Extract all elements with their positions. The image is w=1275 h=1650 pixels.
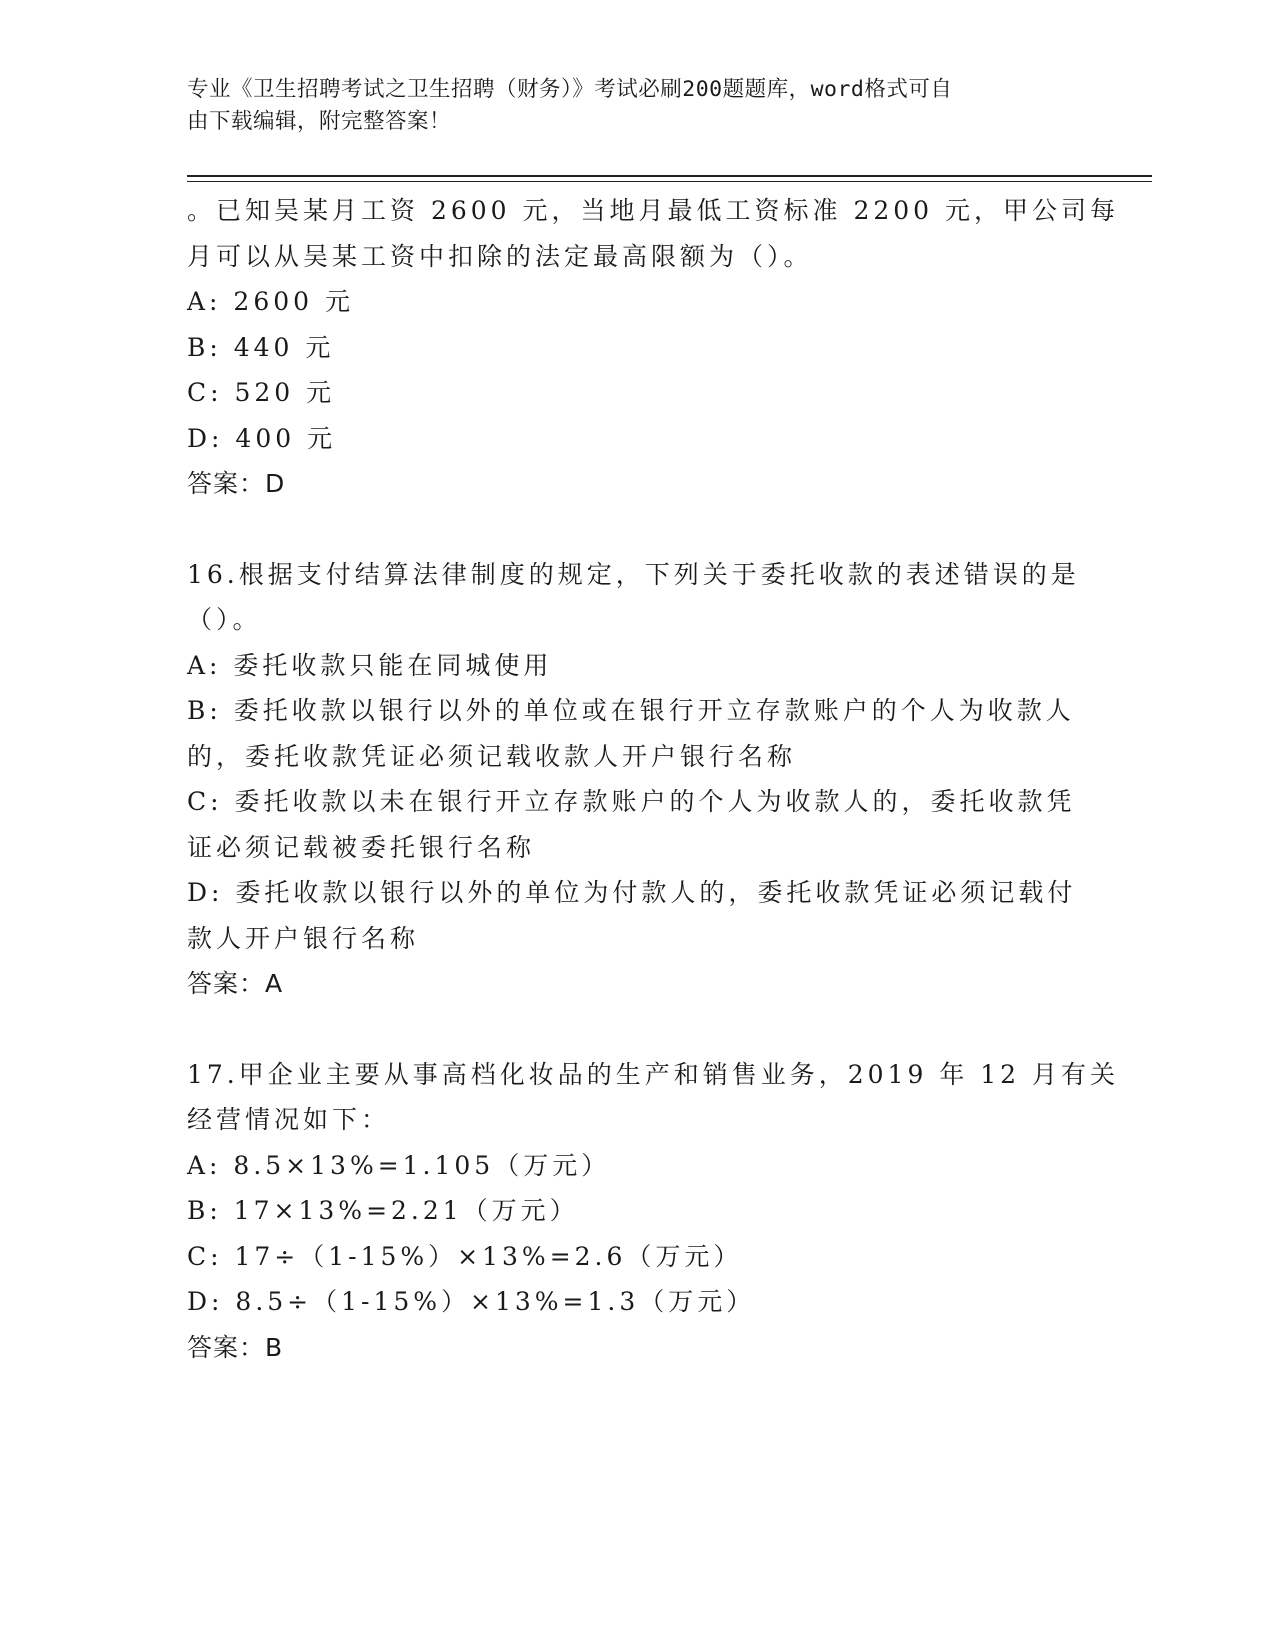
question-stem: 。已知吴某月工资 2600 元，当地月最低工资标准 2200 元，甲公司每: [187, 196, 1120, 225]
option-d-cont: 款人开户银行名称: [187, 923, 420, 953]
question-stem: 月可以从吴某工资中扣除的法定最高限额为（）。: [187, 241, 813, 271]
question-stem: 16.根据支付结算法律制度的规定，下列关于委托收款的表述错误的是: [187, 559, 1080, 589]
spacer: [187, 507, 1077, 552]
header-divider-thin: [187, 181, 1152, 182]
option-c: C: 委托收款以未在银行开立存款账户的个人为收款人的，委托收款凭: [187, 787, 1076, 816]
header-line: 专业《卫生招聘考试之卫生招聘（财务）》考试必刷200题题库，word格式可自: [187, 77, 953, 102]
answer-line: 答案：D: [187, 469, 286, 498]
option-c: C: 17÷（1-15%）×13%=2.6（万元）: [187, 1241, 743, 1271]
option-d: D: 8.5÷（1-15%）×13%=1.3（万元）: [187, 1287, 756, 1316]
option-b: B: 委托收款以银行以外的单位或在银行开立存款账户的个人为收款人: [187, 696, 1075, 725]
document-header: [187, 74, 1067, 138]
question-16: [187, 552, 1080, 1007]
question-stem: 17.甲企业主要从事高档化妆品的生产和销售业务，2019 年 12 月有关: [187, 1059, 1120, 1089]
option-b: B: 17×13%=2.21（万元）: [187, 1196, 579, 1225]
answer-line: 答案：A: [187, 969, 284, 998]
option-d: D: 400 元: [187, 423, 337, 453]
question-15: [187, 188, 1120, 507]
option-a: A: 委托收款只能在同城使用: [187, 650, 553, 680]
option-a: A: 2600 元: [187, 287, 354, 316]
option-c: C: 520 元: [187, 378, 336, 407]
header-divider: [187, 175, 1152, 177]
option-c-cont: 证必须记载被委托银行名称: [187, 832, 536, 862]
option-a: A: 8.5×13%=1.105（万元）: [187, 1150, 611, 1180]
question-17: [187, 1052, 1120, 1371]
option-b-cont: 的，委托收款凭证必须记载收款人开户银行名称: [187, 741, 797, 771]
header-line: 由下载编辑，附完整答案！: [187, 109, 452, 134]
spacer: [187, 1007, 1077, 1052]
option-d: D: 委托收款以银行以外的单位为付款人的，委托收款凭证必须记载付: [187, 878, 1077, 907]
answer-line: 答案：B: [187, 1332, 284, 1362]
question-stem: 经营情况如下：: [187, 1105, 391, 1134]
question-list: [187, 188, 1120, 1370]
option-b: B: 440 元: [187, 332, 335, 362]
question-stem: （）。: [187, 605, 262, 634]
